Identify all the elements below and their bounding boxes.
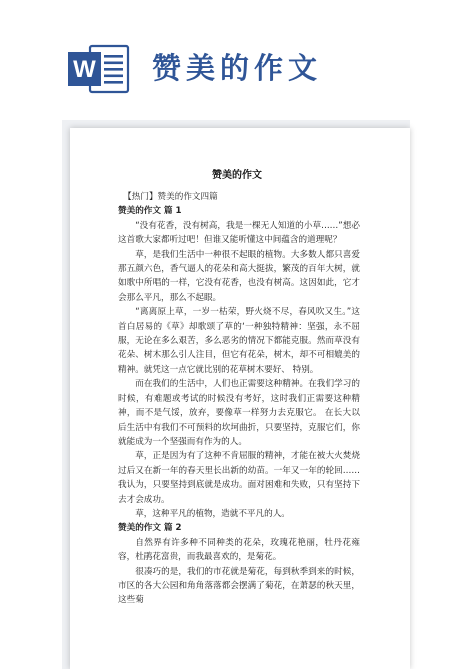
paragraph: 很凑巧的是，我们的市花就是菊花，每到秋季到来的时候，市区的各大公园和角角落落都会摆满了菊花，在萧瑟的秋天里，这些菊 [118,566,360,606]
paragraph: 草，这种平凡的植物，造就不平凡的人。 [135,508,290,519]
document-title: 赞美的作文 [212,170,262,181]
paragraph: “没有花香，没有树高，我是一棵无人知道的小草……”想必这首歌大家都听过吧！但谁又能听懂这中间蕴含的道理呢？ [118,220,360,246]
section-heading: 赞美的作文 篇 1 [118,206,182,217]
paragraph: 草，正是因为有了这种不肯屈服的精神，才能在被大火焚烧过后又在新一年的春天里长出新的幼苗。一年又一年的轮回……我认为，只要坚持到底就是成功。面对困难和失败，只有坚持下去才会成功。 [118,451,360,505]
header-banner [0,0,474,118]
word-logo-icon [68,44,130,94]
paragraph: “离离原上草，一岁一枯荣，野火烧不尽，春风吹又生。”这首白居易的《草》却歌颂了草的‘一种独特精神：坚强，永不屈服，无论在多么艰苦，多么恶劣的情况下都能克服。然而草没有花朵、树木那么引人注目，但它有花朵，树木，却不可相媲美的精神。就凭这一点它就比别的花草树木要好、 特别。 [118,307,360,375]
paragraph: 而在我们的生活中，人们也正需要这种精神。在我们学习的时候，有难题或考试的时候没有考好，这时我们正需要这种精神，而不是气馁，放弃，要像草一样努力去克服它。 在长大以后生活中有我们不可预料的坎坷曲折，只要坚持，克服它们，你就能成为一个坚强而有作为的人。 [118,379,360,447]
paragraph: 草，是我们生活中一种很不起眼的植物。大多数人都只喜爱那五颜六色，香气逼人的花朵和高大挺拔，繁茂的百年大树，就如歌中所唱的一样，它没有花香，也没有树高。这因如此，它才会那么平凡，那么不起眼。 [118,249,360,303]
document-meta: 【热门】赞美的作文四篇 [123,192,218,202]
logo-letter: W [73,56,96,83]
section-heading: 赞美的作文 篇 2 [118,523,182,534]
header-title: 赞美的作文 [152,51,323,85]
document-body [118,190,360,608]
paragraph: 自然界有许多种不同种类的花朵，玫瑰花艳丽，牡丹花雍容，杜鹃花富贵，而我最喜欢的，是菊花。 [118,537,360,563]
